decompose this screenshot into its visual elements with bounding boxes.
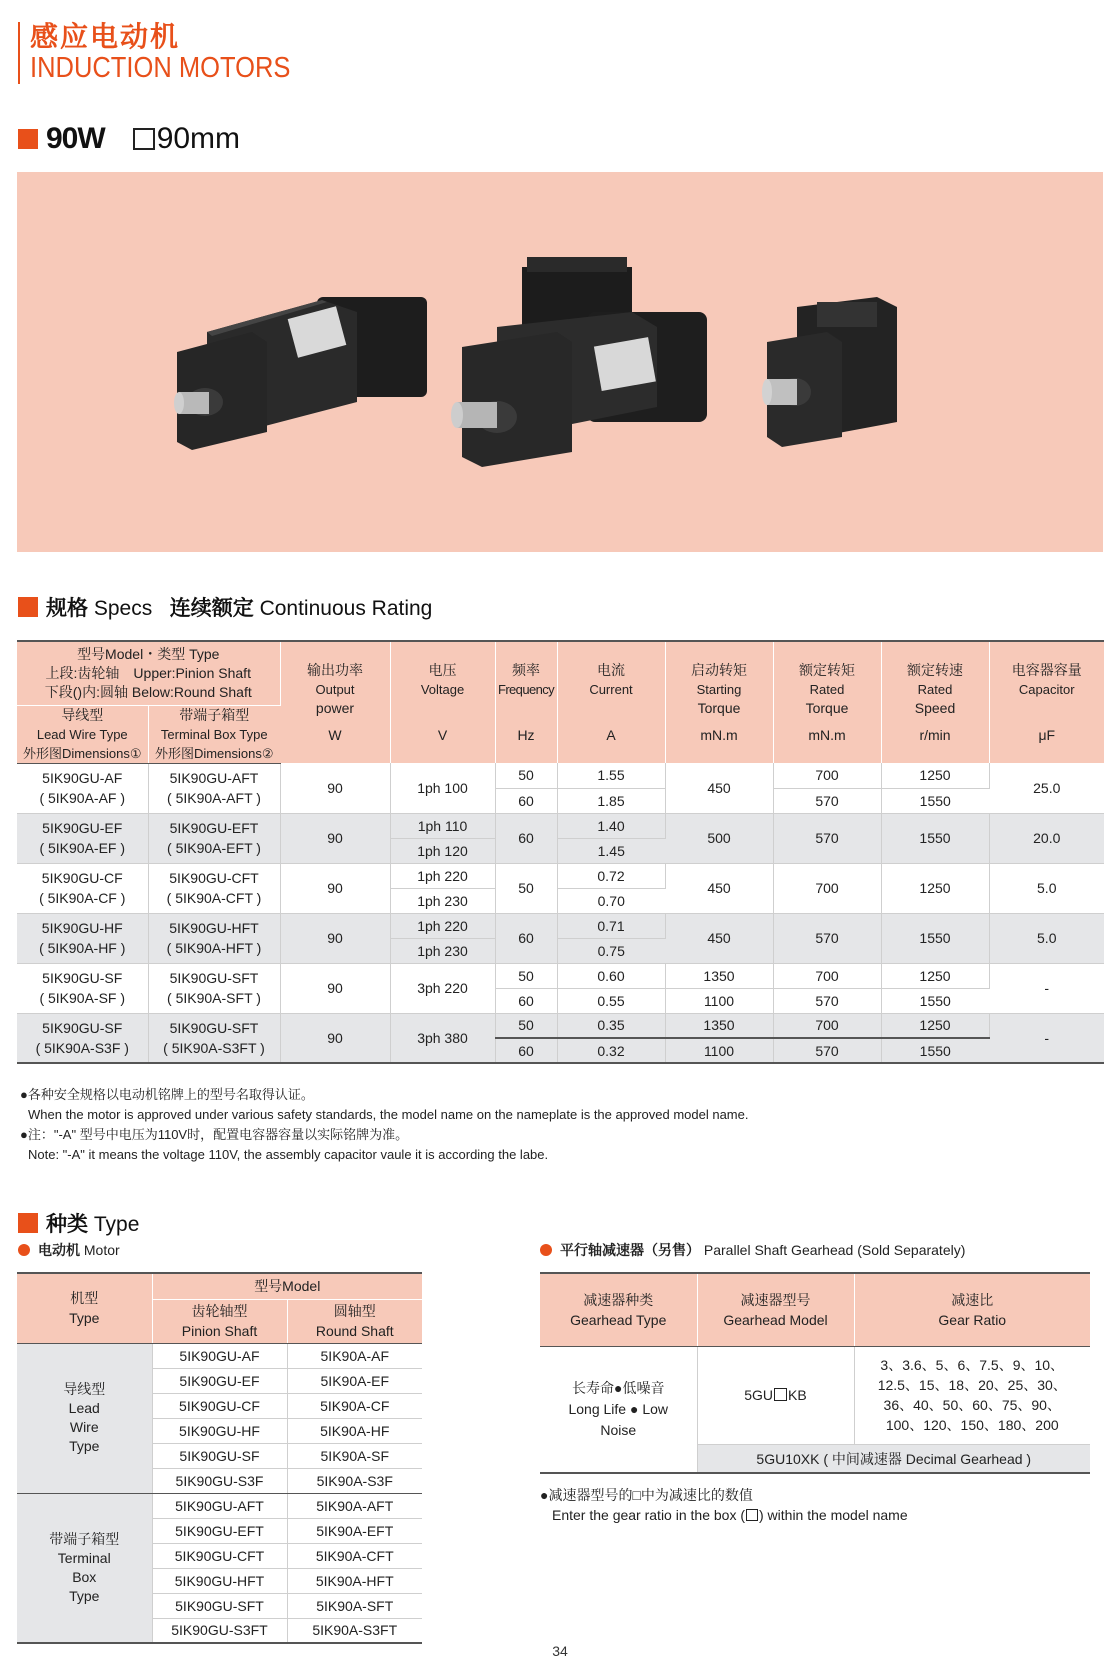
pinion-shaft-model: 5IK90GU-EF (152, 1368, 287, 1393)
spec-cell: 1.85 (557, 788, 665, 813)
product-spec-title (18, 122, 240, 156)
ratio-box-icon (774, 1388, 787, 1401)
spec-cell: 3ph 380 (390, 1013, 495, 1063)
type-group-cell: 带端子箱型 Terminal Box Type (17, 1493, 152, 1643)
motor-subtitle (18, 1240, 120, 1260)
round-shaft-model: 5IK90A-S3F (287, 1468, 422, 1493)
pinion-shaft-model: 5IK90GU-AF (152, 1343, 287, 1368)
note-line: Note: "-A" it means the voltage 110V, the assembly capacitor vaule it is according the labe. (28, 1147, 549, 1162)
output-power-cell: 90 (280, 1013, 390, 1063)
lead-wire-model-cell: 5IK90GU-AF ( 5IK90A-AF ) (17, 763, 148, 813)
spec-cell: 700 (773, 763, 881, 788)
spec-cell: 1550 (881, 813, 989, 863)
output-power-cell: 90 (280, 963, 390, 1013)
gear-ratio-cell: 3、3.6、5、6、7.5、9、10、 12.5、15、18、20、25、30、 36、40、50、60、75、90、 100、120、150、180、200 (854, 1346, 1090, 1445)
output-power-cell: 90 (280, 913, 390, 963)
page-title-en: INDUCTION MOTORS (30, 52, 291, 84)
terminal-box-model-cell: 5IK90GU-SFT ( 5IK90A-S3FT ) (148, 1013, 280, 1063)
spec-cell: 1250 (881, 863, 989, 913)
motor-photo-terminal-box (437, 257, 727, 477)
pinion-shaft-model: 5IK90GU-EFT (152, 1518, 287, 1543)
page-header (18, 22, 326, 84)
specs-title-en: Specs (93, 597, 153, 620)
spec-cell: 570 (773, 813, 881, 863)
gearhead-table (540, 1272, 1090, 1474)
spec-cell: 1350 (665, 1013, 773, 1038)
pinion-shaft-model: 5IK90GU-AFT (152, 1493, 287, 1518)
spec-col-header: 额定转矩 Rated Torque mN.m (773, 641, 881, 763)
note-line: When the motor is approved under various safety standards, the model name on the nameplate is the approved model name. (28, 1107, 749, 1122)
lead-wire-model-cell: 5IK90GU-HF ( 5IK90A-HF ) (17, 913, 148, 963)
motor-type-table (17, 1272, 422, 1644)
terminal-box-model-cell: 5IK90GU-SFT ( 5IK90A-SFT ) (148, 963, 280, 1013)
round-shaft-model: 5IK90A-CFT (287, 1543, 422, 1568)
square-bullet-icon (18, 1213, 38, 1233)
type-header: 机型 Type (17, 1273, 152, 1343)
gearhead-type-cell: 长寿命●低噪音 Long Life ● Low Noise (540, 1346, 697, 1473)
spec-cell: 0.60 (557, 963, 665, 988)
specs-title-cn: 规格 (46, 597, 88, 620)
spec-cell: 1.55 (557, 763, 665, 788)
spec-cell: 1ph 110 (390, 813, 495, 838)
spec-cell: 570 (773, 788, 881, 813)
spec-cell: 50 (495, 1013, 557, 1038)
terminal-box-model-cell: 5IK90GU-EFT ( 5IK90A-EFT ) (148, 813, 280, 863)
round-shaft-model: 5IK90A-CF (287, 1393, 422, 1418)
pinion-shaft-model: 5IK90GU-S3F (152, 1468, 287, 1493)
square-bullet-icon (18, 597, 38, 617)
product-photo-panel (17, 172, 1103, 552)
output-power-cell: 90 (280, 863, 390, 913)
spec-cell: 60 (495, 988, 557, 1013)
spec-cell: 1550 (881, 788, 989, 813)
specs-table (17, 640, 1104, 1064)
pinion-shaft-model: 5IK90GU-SF (152, 1443, 287, 1468)
model-type-header: 型号Model・类型 Type 上段:齿轮轴 Upper:Pinion Shaft 下段()内:圆轴 Below:Round Shaft (17, 641, 280, 705)
round-shaft-model: 5IK90A-SF (287, 1443, 422, 1468)
lead-wire-model-cell: 5IK90GU-EF ( 5IK90A-EF ) (17, 813, 148, 863)
spec-cell: 1250 (881, 763, 989, 788)
pinion-shaft-model: 5IK90GU-CF (152, 1393, 287, 1418)
round-shaft-model: 5IK90A-EF (287, 1368, 422, 1393)
motor-photo-gearhead (757, 297, 917, 447)
round-shaft-model: 5IK90A-AFT (287, 1493, 422, 1518)
gear-ratio-header: 减速比 Gear Ratio (854, 1273, 1090, 1346)
terminal-box-header: 带端子箱型 Terminal Box Type 外形图Dimensions② (148, 705, 280, 763)
ratio-box-icon (746, 1509, 758, 1521)
round-shaft-model: 5IK90A-HF (287, 1418, 422, 1443)
spec-cell: 1550 (881, 913, 989, 963)
motor-subtitle-cn: 电动机 (38, 1242, 80, 1258)
note-line: ●注："-A" 型号中电压为110V时，配置电容器容量以实际铭牌为准。 (20, 1127, 409, 1142)
spec-col-header: 频率 Frequency Hz (495, 641, 557, 763)
pinion-shaft-model: 5IK90GU-HFT (152, 1568, 287, 1593)
lead-wire-model-cell: 5IK90GU-CF ( 5IK90A-CF ) (17, 863, 148, 913)
spec-cell: 1ph 220 (390, 913, 495, 938)
spec-cell: 0.71 (557, 913, 665, 938)
spec-col-header: 输出功率 Output power W (280, 641, 390, 763)
spec-cell: 700 (773, 963, 881, 988)
spec-cell: 700 (773, 1013, 881, 1038)
capacitor-cell: 5.0 (989, 863, 1104, 913)
lead-wire-header: 导线型 Lead Wire Type 外形图Dimensions① (17, 705, 148, 763)
type-group-cell: 导线型 Lead Wire Type (17, 1343, 152, 1493)
spec-cell: 3ph 220 (390, 963, 495, 1013)
spec-col-header: 启动转矩 Starting Torque mN.m (665, 641, 773, 763)
specs-section-title (18, 592, 432, 622)
gearhead-type-header: 减速器种类 Gearhead Type (540, 1273, 697, 1346)
spec-cell: 700 (773, 863, 881, 913)
output-power-cell: 90 (280, 763, 390, 813)
round-shaft-header: 圆轴型 Round Shaft (287, 1299, 422, 1343)
gearhead-subtitle-en: Parallel Shaft Gearhead (Sold Separately) (703, 1242, 966, 1258)
spec-cell: 50 (495, 963, 557, 988)
spec-cell: 0.75 (557, 938, 665, 963)
pinion-shaft-model: 5IK90GU-HF (152, 1418, 287, 1443)
model-header: 型号Model (152, 1273, 422, 1299)
type-title-en: Type (93, 1213, 140, 1236)
pinion-shaft-model: 5IK90GU-CFT (152, 1543, 287, 1568)
spec-cell: 60 (495, 1038, 557, 1063)
spec-col-header: 额定转速 Rated Speed r/min (881, 641, 989, 763)
spec-cell: 1250 (881, 1013, 989, 1038)
spec-cell: 450 (665, 863, 773, 913)
note-line: ●各种安全规格以电动机铭牌上的型号名取得认证。 (20, 1087, 314, 1102)
spec-cell: 0.32 (557, 1038, 665, 1063)
round-shaft-model: 5IK90A-SFT (287, 1593, 422, 1618)
capacitor-cell: 20.0 (989, 813, 1104, 863)
type-title-cn: 种类 (46, 1213, 88, 1236)
capacitor-cell: - (989, 1013, 1104, 1063)
spec-cell: 1ph 230 (390, 888, 495, 913)
spec-cell: 1100 (665, 988, 773, 1013)
rating-title-cn: 连续额定 (169, 597, 254, 620)
spec-cell: 50 (495, 763, 557, 788)
type-section-title (18, 1208, 139, 1238)
spec-col-header: 电容器容量 Capacitor μF (989, 641, 1104, 763)
terminal-box-model-cell: 5IK90GU-CFT ( 5IK90A-CFT ) (148, 863, 280, 913)
spec-cell: 0.72 (557, 863, 665, 888)
spec-cell: 500 (665, 813, 773, 863)
pinion-shaft-model: 5IK90GU-SFT (152, 1593, 287, 1618)
spec-cell: 50 (495, 863, 557, 913)
square-frame-icon (133, 128, 155, 150)
spec-cell: 1550 (881, 988, 989, 1013)
frame-size (133, 122, 240, 156)
terminal-box-model-cell: 5IK90GU-AFT ( 5IK90A-AFT ) (148, 763, 280, 813)
capacitor-cell: 5.0 (989, 913, 1104, 963)
round-shaft-model: 5IK90A-S3FT (287, 1618, 422, 1643)
spec-cell: 0.35 (557, 1013, 665, 1038)
spec-cell: 450 (665, 913, 773, 963)
motor-subtitle-en: Motor (83, 1242, 120, 1258)
circle-bullet-icon (540, 1244, 552, 1256)
spec-cell: 1ph 100 (390, 763, 495, 813)
pinion-shaft-header: 齿轮轴型 Pinion Shaft (152, 1299, 287, 1343)
spec-cell: 1.40 (557, 813, 665, 838)
page-title-cn: 感应电动机 (30, 21, 181, 52)
spec-cell: 1ph 120 (390, 838, 495, 863)
spec-cell: 450 (665, 763, 773, 813)
spec-cell: 570 (773, 988, 881, 1013)
rating-title-en: Continuous Rating (259, 597, 433, 620)
spec-cell: 1100 (665, 1038, 773, 1063)
round-shaft-model: 5IK90A-EFT (287, 1518, 422, 1543)
spec-cell: 570 (773, 1038, 881, 1063)
spec-notes (20, 1085, 748, 1165)
gearhead-model-cell: 5GU KB (697, 1346, 854, 1445)
decimal-gearhead-cell: 5GU10XK ( 中间减速器 Decimal Gearhead ) (697, 1445, 1090, 1473)
motor-photo-lead-wire (167, 292, 447, 462)
round-shaft-model: 5IK90A-AF (287, 1343, 422, 1368)
capacitor-cell: - (989, 963, 1104, 1013)
gearhead-note-cn: ●减速器型号的□中为减速比的数值 (540, 1487, 753, 1503)
spec-cell: 1350 (665, 963, 773, 988)
spec-cell: 1550 (881, 1038, 989, 1063)
spec-cell: 1ph 230 (390, 938, 495, 963)
pinion-shaft-model: 5IK90GU-S3FT (152, 1618, 287, 1643)
page-number: 34 (552, 1643, 568, 1659)
spec-col-header: 电压 Voltage V (390, 641, 495, 763)
spec-col-header: 电流 Current A (557, 641, 665, 763)
gearhead-subtitle-cn: 平行轴减速器（另售） (560, 1242, 700, 1258)
spec-cell: 570 (773, 913, 881, 963)
gearhead-model-header: 减速器型号 Gearhead Model (697, 1273, 854, 1346)
output-power-cell: 90 (280, 813, 390, 863)
circle-bullet-icon (18, 1244, 30, 1256)
spec-cell: 1250 (881, 963, 989, 988)
power-rating: 90W (46, 122, 105, 155)
gearhead-note-en: Enter the gear ratio in the box ( ) within the model name (552, 1507, 908, 1523)
spec-cell: 60 (495, 813, 557, 863)
spec-cell: 1ph 220 (390, 863, 495, 888)
lead-wire-model-cell: 5IK90GU-SF ( 5IK90A-SF ) (17, 963, 148, 1013)
capacitor-cell: 25.0 (989, 763, 1104, 813)
gearhead-note (540, 1485, 908, 1525)
spec-cell: 0.70 (557, 888, 665, 913)
frame-size-value: 90mm (156, 122, 241, 155)
round-shaft-model: 5IK90A-HFT (287, 1568, 422, 1593)
spec-cell: 60 (495, 788, 557, 813)
square-bullet-icon (18, 129, 38, 149)
spec-cell: 60 (495, 913, 557, 963)
lead-wire-model-cell: 5IK90GU-SF ( 5IK90A-S3F ) (17, 1013, 148, 1063)
terminal-box-model-cell: 5IK90GU-HFT ( 5IK90A-HFT ) (148, 913, 280, 963)
spec-cell: 0.55 (557, 988, 665, 1013)
spec-cell: 1.45 (557, 838, 665, 863)
gearhead-subtitle (540, 1240, 965, 1260)
